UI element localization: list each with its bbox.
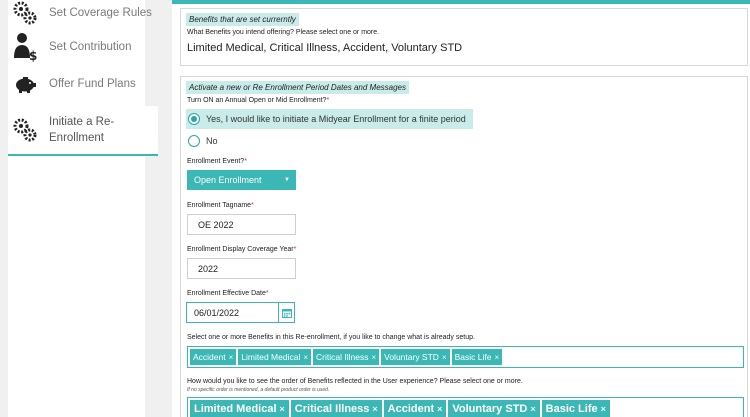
benefits-question: What Benefits you intend offering? Please select one or more.	[187, 29, 380, 36]
effective-date-field[interactable]	[186, 302, 295, 323]
remove-icon[interactable]: ×	[494, 352, 500, 362]
sidebar-item-set-contribution[interactable]	[8, 32, 158, 62]
order-note: If no specific order is mentioned, a default product order is used.	[187, 387, 330, 393]
sidebar-item-label: Offer Fund Plans	[49, 78, 136, 90]
piggy-bank-icon	[8, 69, 42, 99]
remove-icon[interactable]: ×	[530, 404, 536, 414]
benefit-tag[interactable]: Voluntary STD ×	[381, 349, 449, 365]
remove-icon[interactable]: ×	[437, 404, 443, 414]
remove-icon[interactable]: ×	[441, 352, 447, 362]
order-label: How would you like to see the order of Benefits reflected in the User experience? Please select one or more.	[187, 378, 523, 385]
remove-icon[interactable]: ×	[371, 352, 377, 362]
effective-date-input[interactable]: 06/01/2022	[194, 307, 240, 318]
benefit-tag[interactable]: Critical Illness ×	[313, 349, 379, 365]
section-title: Activate a new or Re Enrollment Period Dates and Messages	[186, 81, 409, 94]
remove-icon[interactable]: ×	[279, 404, 285, 414]
remove-icon[interactable]: ×	[600, 404, 606, 414]
benefits-multiselect[interactable]	[187, 346, 744, 368]
current-benefits-card	[180, 8, 748, 66]
radio-selected-icon	[188, 113, 200, 125]
enrollment-event-select[interactable]: Open Enrollment ▼	[187, 170, 296, 190]
calendar-icon[interactable]	[278, 303, 294, 322]
remove-icon[interactable]: ×	[372, 404, 378, 414]
sidebar-item-set-coverage-rules[interactable]	[8, 0, 158, 26]
order-tag[interactable]: Voluntary STD ×	[448, 400, 539, 417]
effective-date-label: Enrollment Effective Date*	[187, 290, 269, 297]
sidebar-item-label: Initiate a Re- Enrollment	[49, 116, 115, 144]
top-accent-bar	[172, 0, 750, 4]
year-label: Enrollment Display Coverage Year*	[187, 246, 297, 253]
svg-text:$: $	[29, 49, 38, 62]
remove-icon[interactable]: ×	[303, 352, 309, 362]
caret-down-icon: ▼	[284, 177, 290, 183]
sidebar-panel	[8, 0, 145, 417]
order-tag[interactable]: Accident ×	[384, 400, 447, 417]
benefit-tag[interactable]: Basic Life ×	[452, 349, 503, 365]
radio-yes[interactable]: Yes, I would like to initiate a Midyear Enrollment for a finite period	[186, 109, 473, 129]
event-label: Enrollment Event?*	[187, 158, 247, 165]
benefit-tag[interactable]: Accident ×	[190, 349, 236, 365]
order-tag[interactable]: Basic Life ×	[542, 400, 610, 417]
person-dollar-icon	[8, 32, 42, 62]
tagname-input[interactable]: OE 2022	[187, 214, 296, 235]
sidebar-item-label: Set Coverage Rules	[49, 7, 152, 19]
gears-icon	[8, 0, 42, 28]
current-benefits-value: Limited Medical, Critical Illness, Accident, Voluntary STD	[187, 42, 463, 54]
section-title: Benefits that are set currerntly	[186, 13, 299, 26]
remove-icon[interactable]: ×	[228, 352, 234, 362]
enrollment-toggle-label: Turn ON an Annual Open or Mid Enrollment?*	[187, 97, 330, 104]
order-tag[interactable]: Critical Illness ×	[291, 400, 382, 417]
sidebar-item-label: Set Contribution	[49, 41, 132, 53]
coverage-year-input[interactable]: 2022	[187, 258, 296, 279]
radio-no[interactable]: No	[188, 134, 218, 148]
order-tag[interactable]: Limited Medical ×	[190, 400, 289, 417]
benefit-tag[interactable]: Limited Medical ×	[238, 349, 311, 365]
sidebar-item-offer-fund-plans[interactable]	[8, 70, 158, 98]
tagname-label: Enrollment Tagname*	[187, 202, 254, 209]
gears-icon	[8, 115, 42, 145]
sidebar-item-initiate-re-enrollment[interactable]	[8, 106, 158, 156]
radio-unselected-icon	[188, 135, 200, 147]
benefit-order-multiselect[interactable]	[187, 397, 744, 417]
benefits-select-label: Select one or more Benefits in this Re-enrollment, if you like to change what is already setup.	[187, 334, 475, 341]
